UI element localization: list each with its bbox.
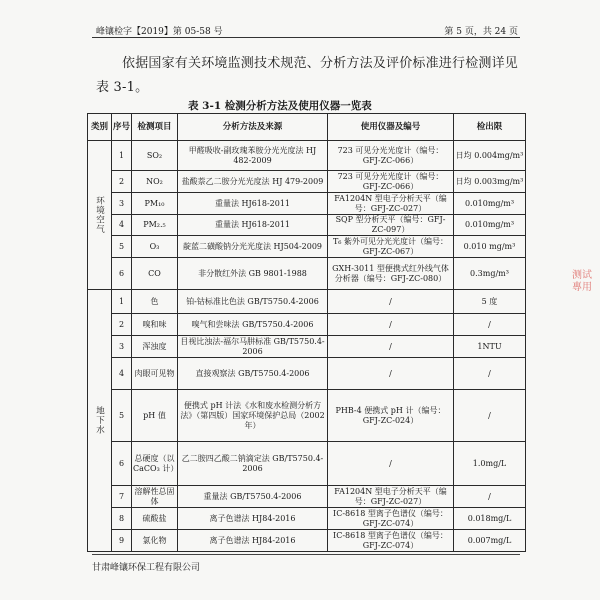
header-rule <box>92 37 520 38</box>
cell-instrument: / <box>328 336 454 358</box>
table-row <box>88 336 526 358</box>
cell-no: 9 <box>112 530 132 552</box>
table-row <box>88 358 526 390</box>
stamp-text: 测试專用 <box>572 270 592 293</box>
table-row <box>88 193 526 215</box>
cell-no: 3 <box>112 336 132 358</box>
cell-method: 乙二胺四乙酸二钠滴定法 GB/T5750.4-2006 <box>178 442 328 486</box>
cell-item: 氯化物 <box>132 530 178 552</box>
cell-item: 色 <box>132 290 178 314</box>
cell-method: 重量法 HJ618-2011 <box>178 215 328 236</box>
category-cell <box>88 141 112 290</box>
cell-item: 嗅和味 <box>132 314 178 336</box>
cell-item: 总硬度（以 CaCO₃ 计） <box>132 442 178 486</box>
cell-instrument: T₆ 紫外可见分光光度计（编号：GFJ-ZC-067） <box>328 236 454 258</box>
cell-instrument: 723 可见分光光度计（编号：GFJ-ZC-066） <box>328 171 454 193</box>
cell-limit: 1NTU <box>454 336 526 358</box>
table-caption: 表 3-1 检测分析方法及使用仪器一览表 <box>188 100 372 112</box>
cell-no: 6 <box>112 442 132 486</box>
cell-method: 重量法 HJ618-2011 <box>178 193 328 215</box>
col-header: 分析方法及来源 <box>178 114 328 141</box>
cell-instrument: FA1204N 型电子分析天平（编号：GFJ-ZC-027） <box>328 486 454 508</box>
cell-item: pH 值 <box>132 390 178 442</box>
cell-limit: 1.0mg/L <box>454 442 526 486</box>
table-row <box>88 390 526 442</box>
cell-method: 铂-钴标准比色法 GB/T5750.4-2006 <box>178 290 328 314</box>
cell-item: 溶解性总固体 <box>132 486 178 508</box>
cell-no: 4 <box>112 358 132 390</box>
cell-instrument: / <box>328 290 454 314</box>
cell-instrument: 723 可见分光光度计（编号：GFJ-ZC-066） <box>328 141 454 171</box>
cell-item: PM₁₀ <box>132 193 178 215</box>
cell-method: 靛蓝二磺酸钠分光光度法 HJ504-2009 <box>178 236 328 258</box>
table-row <box>88 442 526 486</box>
cell-instrument: GXH-3011 型便携式红外线气体分析器（编号：GFJ-ZC-080） <box>328 258 454 290</box>
cell-limit: 5 度 <box>454 290 526 314</box>
page-info: 第 5 页，共 24 页 <box>444 27 518 37</box>
table-row <box>88 171 526 193</box>
cell-item: CO <box>132 258 178 290</box>
cell-instrument: SQP 型分析天平（编号：GFJ-ZC-097） <box>328 215 454 236</box>
table-row <box>88 258 526 290</box>
cell-item: SO₂ <box>132 141 178 171</box>
table-row <box>88 486 526 508</box>
cell-limit: 日均 0.004mg/m³ <box>454 141 526 171</box>
cell-method: 目视比浊法-福尔马肼标准 GB/T5750.4-2006 <box>178 336 328 358</box>
company-footer: 甘肃峰镶环保工程有限公司 <box>92 563 201 573</box>
cell-no: 1 <box>112 290 132 314</box>
cell-item: 浑浊度 <box>132 336 178 358</box>
table-row <box>88 236 526 258</box>
category-cell <box>88 290 112 552</box>
cell-method: 甲醛吸收-副玫瑰苯胺分光光度法 HJ 482-2009 <box>178 141 328 171</box>
cell-no: 5 <box>112 390 132 442</box>
cell-method: 盐酸萘乙二胺分光光度法 HJ 479-2009 <box>178 171 328 193</box>
cell-instrument: PHB-4 便携式 pH 计（编号：GFJ-ZC-024） <box>328 390 454 442</box>
cell-limit: 0.010mg/m³ <box>454 193 526 215</box>
cell-limit: / <box>454 314 526 336</box>
footer-rule <box>92 554 520 555</box>
table-header-row <box>88 114 526 141</box>
seal-stamp <box>572 270 594 294</box>
cell-item: NO₂ <box>132 171 178 193</box>
cell-method: 重量法 GB/T5750.4-2006 <box>178 486 328 508</box>
table-row <box>88 141 526 171</box>
cell-no: 8 <box>112 508 132 530</box>
cell-no: 2 <box>112 314 132 336</box>
category-label: 地下水 <box>94 406 105 435</box>
cell-limit: 0.010mg/m³ <box>454 215 526 236</box>
cell-method: 嗅气和尝味法 GB/T5750.4-2006 <box>178 314 328 336</box>
cell-limit: 日均 0.003mg/m³ <box>454 171 526 193</box>
table-row <box>88 314 526 336</box>
cell-no: 1 <box>112 141 132 171</box>
cell-instrument: IC-8618 型离子色谱仪（编号：GFJ-ZC-074） <box>328 508 454 530</box>
col-header: 检出限 <box>454 114 526 141</box>
col-header: 使用仪器及编号 <box>328 114 454 141</box>
intro-paragraph: 依据国家有关环境监测技术规范、分析方法及评价标准进行检测详见表 3-1。 <box>96 56 519 95</box>
cell-no: 6 <box>112 258 132 290</box>
cell-limit: 0.3mg/m³ <box>454 258 526 290</box>
cell-method: 非分散红外法 GB 9801-1988 <box>178 258 328 290</box>
cell-no: 7 <box>112 486 132 508</box>
cell-no: 2 <box>112 171 132 193</box>
cell-method: 离子色谱法 HJ84-2016 <box>178 530 328 552</box>
cell-instrument: / <box>328 358 454 390</box>
cell-item: 硫酸盐 <box>132 508 178 530</box>
cell-method: 便携式 pH 计法《水和废水检测分析方法》（第四版）国家环境保护总局（2002 年） <box>178 390 328 442</box>
document-number: 峰镶检字【2019】第 05-58 号 <box>96 27 223 37</box>
cell-no: 4 <box>112 215 132 236</box>
methods-table <box>87 113 526 552</box>
cell-method: 离子色谱法 HJ84-2016 <box>178 508 328 530</box>
cell-limit: 0.018mg/L <box>454 508 526 530</box>
col-header: 检测项目 <box>132 114 178 141</box>
cell-no: 5 <box>112 236 132 258</box>
cell-item: 肉眼可见物 <box>132 358 178 390</box>
cell-instrument: IC-8618 型离子色谱仪（编号：GFJ-ZC-074） <box>328 530 454 552</box>
table-row <box>88 508 526 530</box>
cell-limit: / <box>454 390 526 442</box>
cell-limit: / <box>454 358 526 390</box>
col-header: 序号 <box>112 114 132 141</box>
table-row <box>88 530 526 552</box>
cell-limit: 0.007mg/L <box>454 530 526 552</box>
category-label: 环境空气 <box>94 196 105 234</box>
cell-limit: 0.010 mg/m³ <box>454 236 526 258</box>
table-row <box>88 290 526 314</box>
cell-instrument: FA1204N 型电子分析天平（编号：GFJ-ZC-027） <box>328 193 454 215</box>
table-row <box>88 215 526 236</box>
cell-instrument: / <box>328 442 454 486</box>
cell-item: PM₂.₅ <box>132 215 178 236</box>
cell-limit: / <box>454 486 526 508</box>
cell-instrument: / <box>328 314 454 336</box>
cell-method: 直接观察法 GB/T5750.4-2006 <box>178 358 328 390</box>
col-header: 类别 <box>88 114 112 141</box>
cell-item: O₃ <box>132 236 178 258</box>
cell-no: 3 <box>112 193 132 215</box>
